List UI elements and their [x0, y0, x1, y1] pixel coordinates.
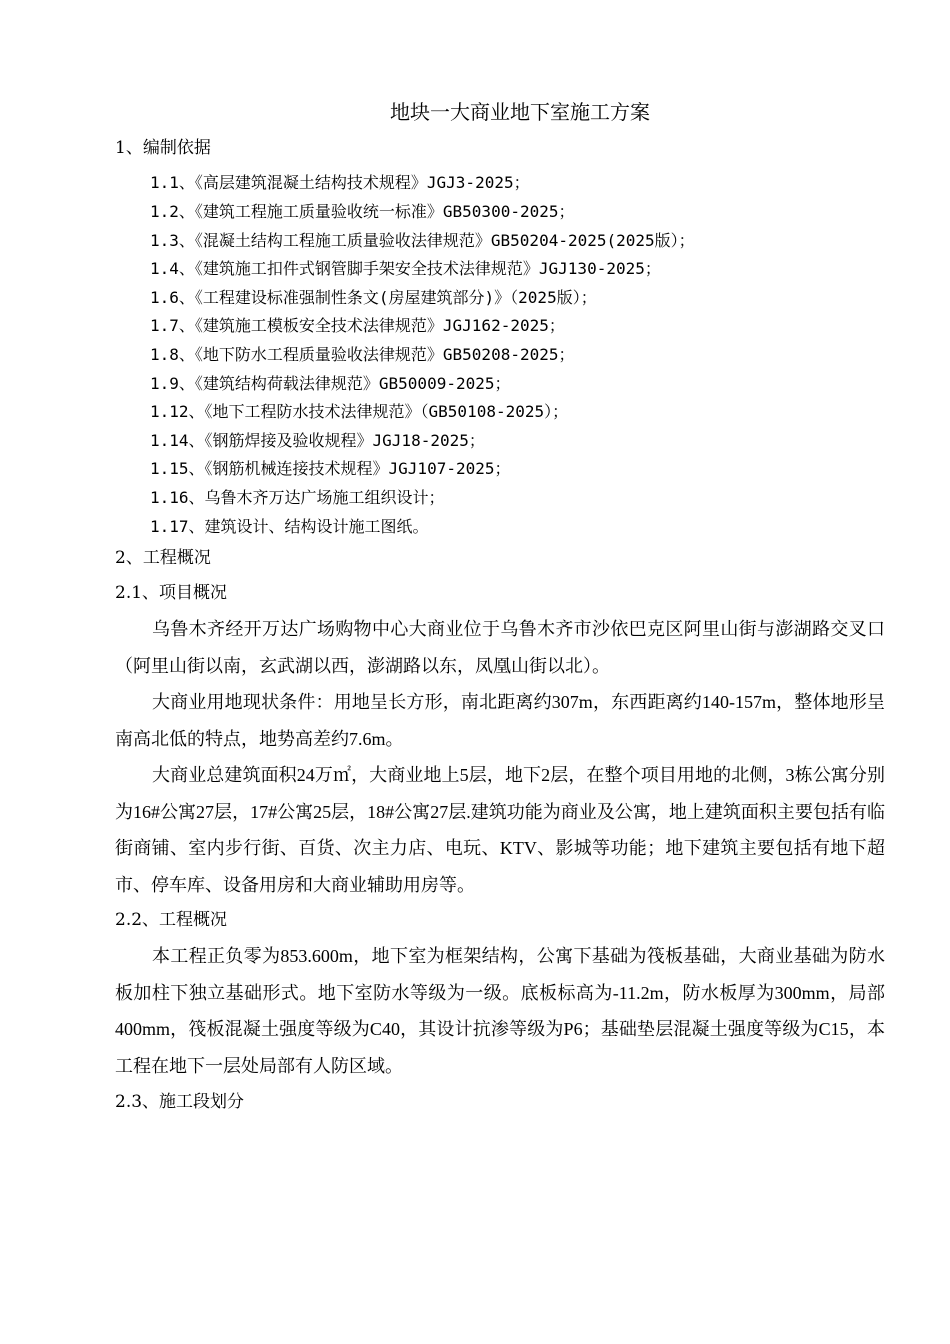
- paragraph-site-conditions: 大商业用地现状条件：用地呈长方形，南北距离约307m，东西距离约140-157m，整体地形呈南高北低的特点，地势高差约7.6m。: [115, 692, 885, 749]
- list-item: 1.1、《高层建筑混凝土结构技术规程》JGJ3-2025；: [150, 173, 530, 192]
- list-item: 1.4、《建筑施工扣件式钢管脚手架安全技术法律规范》JGJ130-2025；: [150, 259, 661, 278]
- document-title: 地块一大商业地下室施工方案: [390, 100, 650, 124]
- list-item: 1.17、建筑设计、结构设计施工图纸。: [150, 517, 429, 536]
- paragraph-structure: 本工程正负零为853.600m，地下室为框架结构，公寓下基础为筏板基础，大商业基础为防水板加柱下独立基础形式。地下室防水等级为一级。底板标高为-11.2m，防水板厚为300mm，局部400mm，筏板混凝土强度等级为C40，其设计抗渗等级为P6；基础垫层混凝土强度等级为C15，本工程在地下一层处局部有人防区域。: [115, 946, 885, 1076]
- subsection-heading-engineering: 2.2、工程概况: [115, 910, 228, 930]
- list-item: 1.16、乌鲁木齐万达广场施工组织设计；: [150, 488, 445, 507]
- section-heading-basis: 1、编制依据: [115, 138, 211, 158]
- paragraph-location: 乌鲁木齐经开万达广场购物中心大商业位于乌鲁木齐市沙依巴克区阿里山街与澎湖路交叉口（阿里山街以南，玄武湖以西，澎湖路以东，凤凰山街以北）。: [115, 619, 885, 676]
- list-item: 1.3、《混凝土结构工程施工质量验收法律规范》GB50204-2025(2025版）；: [150, 231, 695, 250]
- list-item: 1.15、《钢筋机械连接技术规程》JGJ107-2025；: [150, 459, 511, 478]
- list-item: 1.2、《建筑工程施工质量验收统一标准》GB50300-2025；: [150, 202, 575, 221]
- paragraph-building-area: 大商业总建筑面积24万㎡，大商业地上5层，地下2层，在整个项目用地的北侧，3栋公寓分别为16#公寓27层，17#公寓25层，18#公寓27层.建筑功能为商业及公寓，地上建筑面积主要包括有临街商铺、室内步行街、百货、次主力店、电玩、KTV、影城等功能；地下建筑主要包括有地下超市、停车库、设备用房和大商业辅助用房等。: [115, 765, 885, 895]
- list-item: 1.12、《地下工程防水技术法律规范》（GB50108-2025）；: [150, 402, 569, 421]
- list-item: 1.7、《建筑施工模板安全技术法律规范》JGJ162-2025；: [150, 316, 565, 335]
- section-heading-overview: 2、工程概况: [115, 548, 211, 568]
- subsection-heading-stages: 2.3、施工段划分: [115, 1092, 245, 1112]
- list-item: 1.8、《地下防水工程质量验收法律规范》GB50208-2025；: [150, 345, 575, 364]
- list-item: 1.6、《工程建设标准强制性条文(房屋建筑部分)》（2025版）；: [150, 288, 597, 307]
- list-item: 1.9、《建筑结构荷载法律规范》GB50009-2025；: [150, 374, 511, 393]
- subsection-heading-project: 2.1、项目概况: [115, 583, 228, 603]
- list-item: 1.14、《钢筋焊接及验收规程》JGJ18-2025；: [150, 431, 485, 450]
